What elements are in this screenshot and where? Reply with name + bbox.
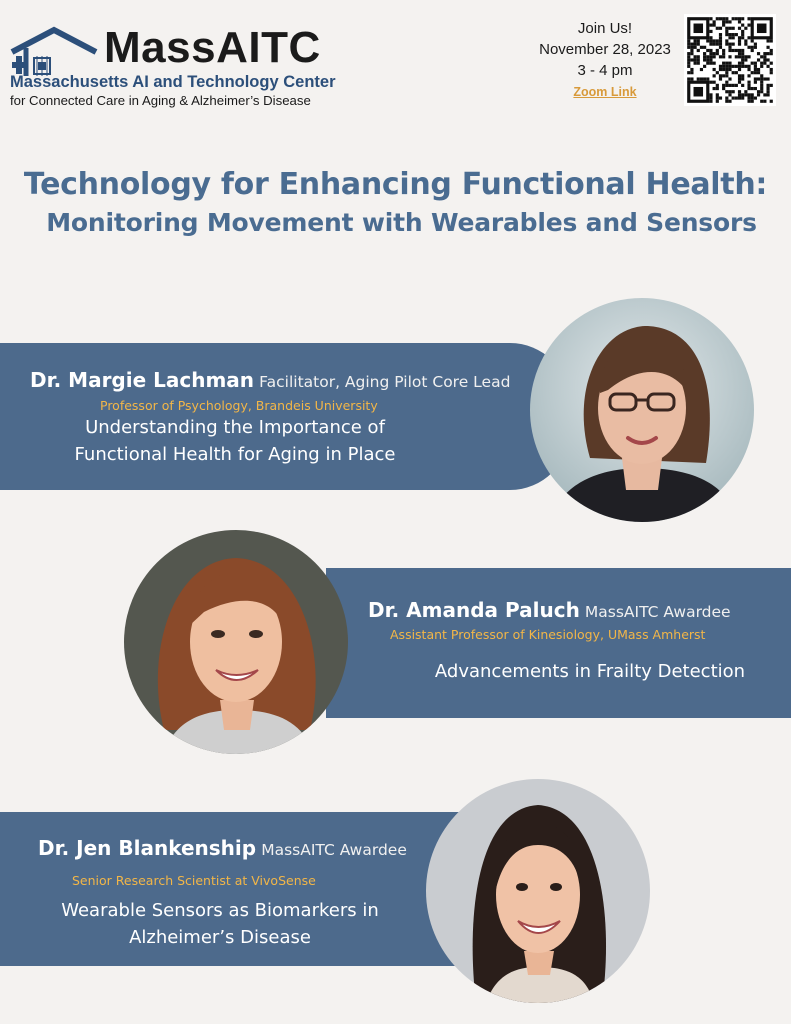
speaker-2-role: MassAITC Awardee — [584, 603, 731, 621]
speaker-3-talk-title: Wearable Sensors as Biomarkers in Alzheimer’s Disease — [61, 900, 379, 948]
speaker-2-photo — [124, 530, 348, 754]
event-info — [525, 18, 685, 101]
speaker-1-role: Facilitator, Aging Pilot Core Lead — [259, 373, 511, 391]
speaker-1-photo — [530, 298, 754, 522]
zoom-link[interactable]: Zoom Link — [573, 85, 637, 99]
org-name: MassAITC — [104, 23, 321, 72]
speaker-2-nameline — [368, 598, 731, 622]
speaker-3-photo — [426, 779, 650, 1003]
title-line-2: Monitoring Movement with Wearables and Sensors — [46, 208, 757, 237]
speaker-3-affiliation: Senior Research Scientist at VivoSense — [72, 873, 316, 888]
speaker-1-name: Dr. Margie Lachman — [30, 368, 255, 392]
speaker-1-affiliation: Professor of Psychology, Brandeis University — [100, 398, 378, 413]
org-subtitle-1: Massachusetts AI and Technology Center — [10, 73, 336, 91]
speaker-1-nameline — [30, 368, 510, 392]
org-subtitle-2: for Connected Care in Aging & Alzheimer’s Disease — [10, 93, 311, 108]
speaker-3-name: Dr. Jen Blankenship — [38, 836, 257, 860]
speaker-2-talk-title: Advancements in Frailty Detection — [434, 661, 746, 682]
qr-code-icon[interactable] — [684, 14, 776, 106]
speaker-2-affiliation: Assistant Professor of Kinesiology, UMass Amherst — [390, 627, 706, 642]
join-label: Join Us! — [577, 20, 633, 37]
speaker-3-role: MassAITC Awardee — [261, 841, 407, 859]
speaker-3-nameline — [38, 836, 407, 860]
title-line-1: Technology for Enhancing Functional Health: — [23, 167, 768, 202]
house-chip-icon — [8, 26, 100, 78]
speaker-2-name: Dr. Amanda Paluch — [368, 598, 580, 622]
org-logo — [8, 22, 336, 112]
event-time: 3 - 4 pm — [577, 62, 633, 79]
event-date: November 28, 2023 — [539, 41, 671, 58]
event-title — [0, 164, 791, 240]
speaker-1-talk-title: Understanding the Importance of Functional Health for Aging in Place — [74, 417, 396, 465]
speaker-band-2 — [326, 568, 791, 718]
